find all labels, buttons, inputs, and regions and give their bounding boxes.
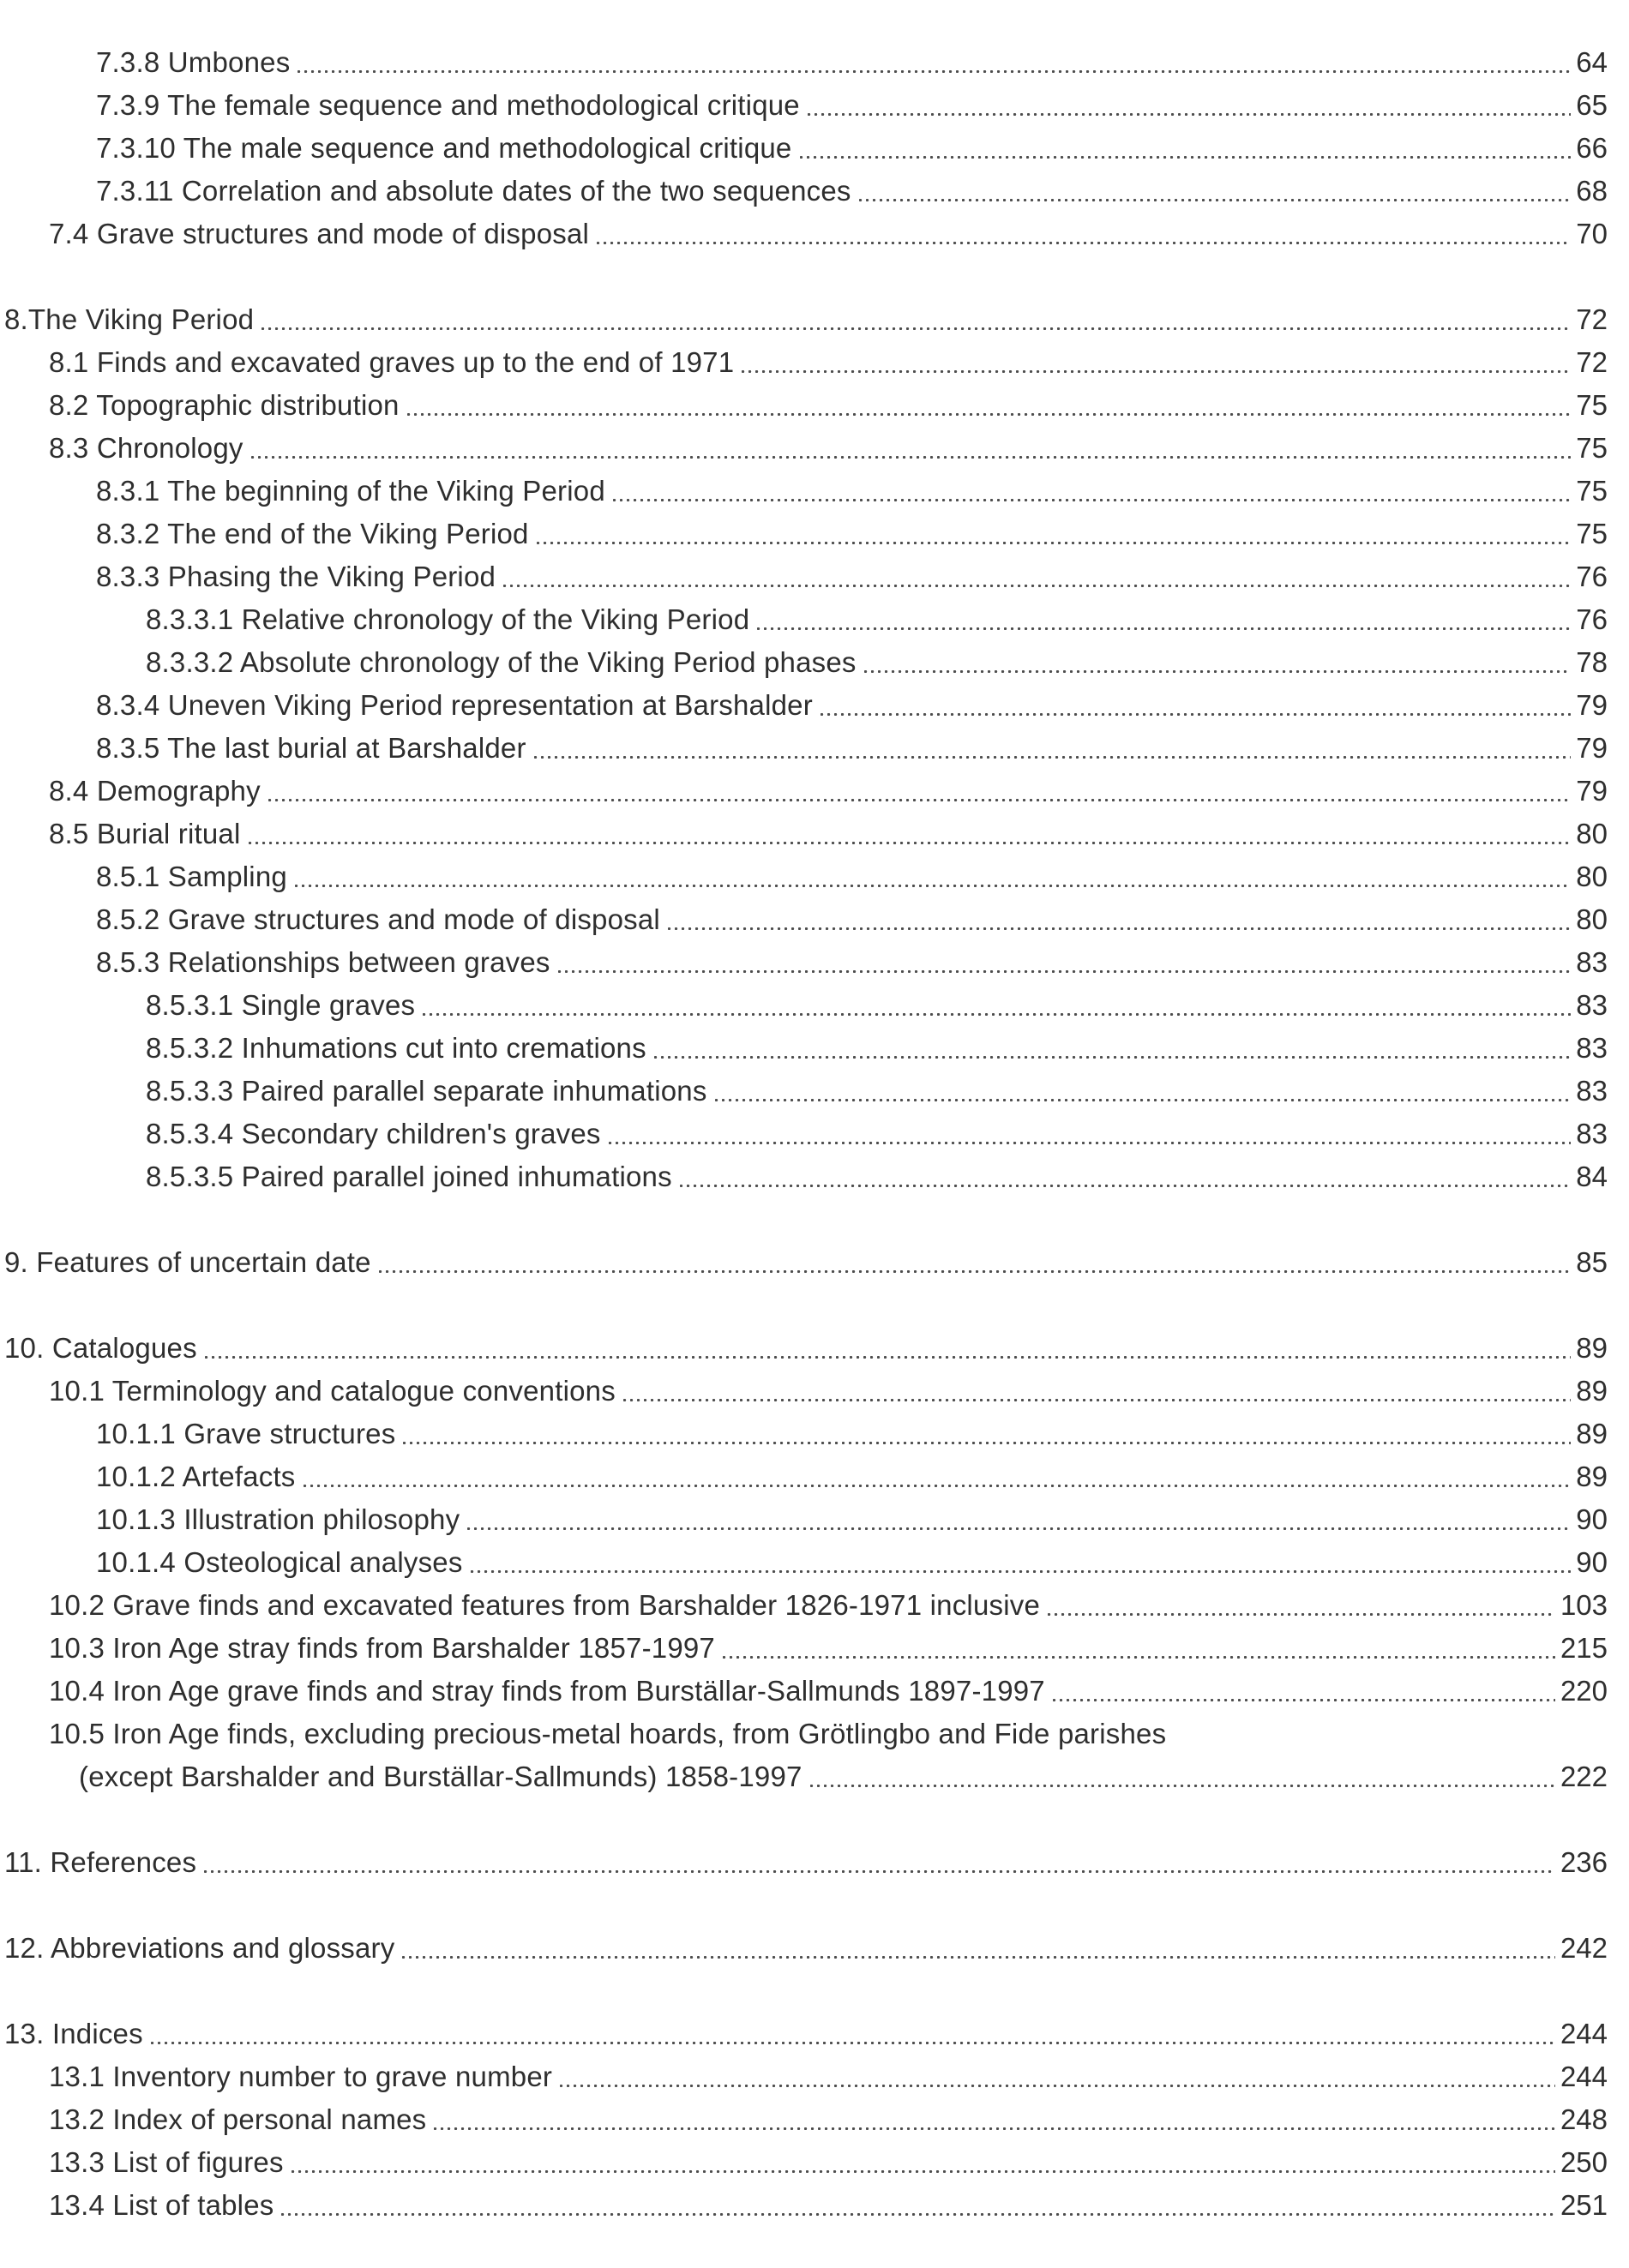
toc-entry — [0, 470, 1608, 513]
toc-entry — [0, 2184, 1608, 2227]
toc-entry-page: 76 — [1576, 603, 1608, 635]
toc-entry-title: 10.5 Iron Age finds, excluding precious-metal hoards, from Grötlingbo and Fide parishes — [49, 1718, 1167, 1749]
toc-entry — [0, 1241, 1608, 1284]
toc-entry-page: 68 — [1576, 175, 1608, 207]
dot-leader — [742, 370, 1571, 373]
toc-entry-title: 8.5.1 Sampling — [96, 861, 287, 892]
toc-entry-page: 242 — [1560, 1932, 1608, 1964]
toc-entry-page: 79 — [1576, 689, 1608, 721]
toc-entry — [0, 1755, 1608, 1798]
dot-leader — [654, 1056, 1571, 1059]
toc-entry — [0, 813, 1608, 855]
toc-entry-page: 90 — [1576, 1546, 1608, 1578]
toc-entry-title: 10.1.2 Artefacts — [96, 1461, 296, 1492]
toc-entry — [0, 855, 1608, 898]
toc-entry-page: 75 — [1576, 389, 1608, 421]
toc-entry-title: 8.5 Burial ritual — [49, 818, 241, 849]
dot-leader — [537, 542, 1572, 544]
toc-entry-title: 7.4 Grave structures and mode of disposal — [49, 218, 590, 249]
toc-entry-page: 89 — [1576, 1332, 1608, 1364]
dot-leader — [471, 1570, 1572, 1573]
toc-entry-title: 8.5.3.3 Paired parallel separate inhumations — [146, 1075, 707, 1107]
dot-leader — [151, 2042, 1555, 2044]
toc-entry-title: (except Barshalder and Burställar-Sallmunds) 1858-1997 — [79, 1761, 802, 1792]
dot-leader — [304, 1485, 1572, 1487]
dot-leader — [434, 2127, 1555, 2130]
toc-entry-page: 83 — [1576, 1075, 1608, 1107]
toc-entry — [0, 1027, 1608, 1070]
toc-entry-title: 10.4 Iron Age grave finds and stray finds from Burställar-Sallmunds 1897-1997 — [49, 1675, 1045, 1707]
toc-entry-page: 83 — [1576, 1118, 1608, 1149]
dot-leader — [281, 2213, 1554, 2216]
toc-entry — [0, 898, 1608, 941]
toc-entry-title: 10.1 Terminology and catalogue conventions — [49, 1375, 616, 1407]
toc-entry-title: 13.3 List of figures — [49, 2146, 284, 2178]
toc-entry — [0, 727, 1608, 770]
dot-leader — [251, 456, 1572, 459]
toc-entry-page: 89 — [1576, 1375, 1608, 1407]
toc-entry-title: 13. Indices — [4, 2018, 143, 2049]
toc-entry-page: 85 — [1576, 1246, 1608, 1278]
dot-leader — [295, 885, 1571, 887]
toc-entry — [0, 170, 1608, 213]
toc-entry-page: 79 — [1576, 732, 1608, 764]
toc-entry-title: 10.1.3 Illustration philosophy — [96, 1503, 460, 1535]
toc-entry-title: 8.3 Chronology — [49, 432, 243, 464]
toc-entry — [0, 1413, 1608, 1455]
toc-entry — [0, 1370, 1608, 1413]
toc-entry-page: 89 — [1576, 1461, 1608, 1492]
toc-entry-page: 215 — [1560, 1632, 1608, 1664]
table-of-contents — [0, 41, 1608, 2227]
toc-entry-title: 10.2 Grave finds and excavated features from Barshalder 1826-1971 inclusive — [49, 1589, 1040, 1621]
toc-entry-page: 78 — [1576, 646, 1608, 678]
dot-leader — [560, 2085, 1555, 2087]
toc-entry-title: 9. Features of uncertain date — [4, 1246, 371, 1278]
toc-entry-title: 7.3.10 The male sequence and methodological critique — [96, 132, 792, 164]
toc-entry-page: 83 — [1576, 1032, 1608, 1064]
dot-leader — [1048, 1613, 1555, 1616]
toc-entry-title: 8.The Viking Period — [4, 303, 255, 335]
toc-entry — [0, 1498, 1608, 1541]
toc-entry-page: 222 — [1560, 1761, 1608, 1792]
toc-entry — [0, 1113, 1608, 1155]
toc-entry-title: 7.3.8 Umbones — [96, 46, 291, 78]
toc-entry-page: 80 — [1576, 861, 1608, 892]
toc-entry-page: 66 — [1576, 132, 1608, 164]
toc-entry-title: 8.3.4 Uneven Viking Period representation at Barshalder — [96, 689, 813, 721]
toc-entry-title: 7.3.11 Correlation and absolute dates of the two sequences — [96, 175, 851, 207]
toc-entry — [0, 555, 1608, 598]
toc-entry-title: 8.5.3.4 Secondary children's graves — [146, 1118, 601, 1149]
toc-entry-title: 11. References — [4, 1846, 197, 1878]
toc-entry — [0, 770, 1608, 813]
toc-entry-title: 8.5.3.1 Single graves — [146, 989, 416, 1021]
toc-entry — [0, 213, 1608, 255]
dot-leader — [757, 627, 1571, 630]
dot-leader — [379, 1270, 1572, 1273]
toc-entry — [0, 1627, 1608, 1670]
dot-leader — [503, 585, 1571, 587]
toc-entry-title: 8.3.3 Phasing the Viking Period — [96, 561, 496, 592]
toc-entry — [0, 1927, 1608, 1970]
toc-entry-page: 220 — [1560, 1675, 1608, 1707]
toc-entry-title: 8.2 Topographic distribution — [49, 389, 400, 421]
toc-entry — [0, 1670, 1608, 1713]
toc-entry-page: 76 — [1576, 561, 1608, 592]
dot-leader — [268, 799, 1572, 801]
toc-entry-page: 64 — [1576, 46, 1608, 78]
dot-leader — [723, 1656, 1555, 1659]
toc-entry — [0, 427, 1608, 470]
toc-entry-title: 12. Abbreviations and glossary — [4, 1932, 395, 1964]
toc-entry — [0, 1155, 1608, 1198]
toc-entry-page: 89 — [1576, 1418, 1608, 1449]
toc-entry-title: 8.3.3.1 Relative chronology of the Viking Period — [146, 603, 750, 635]
toc-entry-page: 84 — [1576, 1161, 1608, 1192]
toc-entry — [0, 513, 1608, 555]
toc-entry-page: 72 — [1576, 303, 1608, 335]
toc-entry-page: 75 — [1576, 475, 1608, 507]
toc-entry-page: 83 — [1576, 989, 1608, 1021]
toc-entry-page: 244 — [1560, 2018, 1608, 2049]
dot-leader — [298, 70, 1571, 73]
toc-entry-page: 65 — [1576, 89, 1608, 121]
dot-leader — [800, 156, 1572, 159]
dot-leader — [204, 1870, 1555, 1873]
toc-entry-page: 236 — [1560, 1846, 1608, 1878]
toc-entry-title: 8.5.3.5 Paired parallel joined inhumations — [146, 1161, 672, 1192]
toc-entry — [0, 1327, 1608, 1370]
dot-leader — [613, 499, 1571, 501]
toc-entry-title: 8.3.2 The end of the Viking Period — [96, 518, 529, 549]
toc-entry-page: 83 — [1576, 946, 1608, 978]
toc-entry — [0, 1713, 1608, 1755]
toc-entry — [0, 598, 1608, 641]
dot-leader — [715, 1099, 1572, 1101]
toc-entry-page: 80 — [1576, 903, 1608, 935]
dot-leader — [407, 413, 1572, 416]
toc-entry-page: 80 — [1576, 818, 1608, 849]
toc-entry-page: 75 — [1576, 518, 1608, 549]
dot-leader — [597, 242, 1571, 244]
toc-entry — [0, 2055, 1608, 2098]
toc-entry — [0, 1841, 1608, 1884]
toc-entry-title: 8.4 Demography — [49, 775, 261, 807]
toc-entry-title: 10.1.4 Osteological analyses — [96, 1546, 463, 1578]
toc-entry-page: 72 — [1576, 346, 1608, 378]
toc-entry — [0, 641, 1608, 684]
dot-leader — [1053, 1699, 1555, 1701]
dot-leader — [680, 1185, 1571, 1187]
toc-entry-title: 8.3.5 The last burial at Barshalder — [96, 732, 526, 764]
dot-leader — [467, 1527, 1571, 1530]
dot-leader — [623, 1399, 1571, 1401]
toc-entry-title: 13.2 Index of personal names — [49, 2103, 427, 2135]
dot-leader — [534, 756, 1572, 759]
toc-entry — [0, 384, 1608, 427]
toc-entry-page: 90 — [1576, 1503, 1608, 1535]
dot-leader — [808, 113, 1571, 116]
toc-entry — [0, 2141, 1608, 2184]
toc-entry-page: 250 — [1560, 2146, 1608, 2178]
toc-entry — [0, 2098, 1608, 2141]
toc-entry — [0, 84, 1608, 127]
toc-entry-page: 251 — [1560, 2189, 1608, 2221]
toc-entry — [0, 1455, 1608, 1498]
dot-leader — [402, 1956, 1554, 1959]
toc-entry-title: 8.3.3.2 Absolute chronology of the Viking Period phases — [146, 646, 857, 678]
dot-leader — [668, 927, 1571, 930]
toc-entry — [0, 41, 1608, 84]
toc-entry — [0, 127, 1608, 170]
toc-entry — [0, 2013, 1608, 2055]
toc-entry — [0, 1541, 1608, 1584]
toc-entry — [0, 341, 1608, 384]
dot-leader — [821, 713, 1571, 716]
toc-entry-title: 8.5.2 Grave structures and mode of disposal — [96, 903, 660, 935]
toc-entry-page: 244 — [1560, 2061, 1608, 2092]
toc-entry — [0, 684, 1608, 727]
dot-leader — [810, 1785, 1555, 1787]
toc-entry-page: 75 — [1576, 432, 1608, 464]
toc-entry-page: 248 — [1560, 2103, 1608, 2135]
toc-entry-title: 13.1 Inventory number to grave number — [49, 2061, 553, 2092]
toc-entry — [0, 984, 1608, 1027]
toc-entry-title: 8.5.3 Relationships between graves — [96, 946, 550, 978]
dot-leader — [403, 1442, 1571, 1444]
toc-entry-title: 10.1.1 Grave structures — [96, 1418, 396, 1449]
toc-entry-title: 8.1 Finds and excavated graves up to the end of 1971 — [49, 346, 735, 378]
toc-entry — [0, 298, 1608, 341]
dot-leader — [859, 199, 1572, 201]
toc-entry-page: 79 — [1576, 775, 1608, 807]
toc-entry-title: 10.3 Iron Age stray finds from Barshalder 1857-1997 — [49, 1632, 715, 1664]
toc-entry — [0, 1070, 1608, 1113]
toc-entry — [0, 1584, 1608, 1627]
dot-leader — [864, 670, 1572, 673]
dot-leader — [205, 1356, 1571, 1359]
dot-leader — [558, 970, 1572, 973]
dot-leader — [249, 842, 1572, 844]
dot-leader — [423, 1013, 1571, 1016]
toc-entry-page: 103 — [1560, 1589, 1608, 1621]
toc-entry-title: 7.3.9 The female sequence and methodological critique — [96, 89, 800, 121]
toc-entry-title: 8.5.3.2 Inhumations cut into cremations — [146, 1032, 646, 1064]
dot-leader — [261, 327, 1571, 330]
toc-entry-title: 8.3.1 The beginning of the Viking Period — [96, 475, 605, 507]
toc-entry-title: 13.4 List of tables — [49, 2189, 274, 2221]
toc-entry-title: 10. Catalogues — [4, 1332, 197, 1364]
dot-leader — [609, 1142, 1572, 1144]
toc-entry — [0, 941, 1608, 984]
toc-entry-page: 70 — [1576, 218, 1608, 249]
dot-leader — [292, 2170, 1555, 2173]
